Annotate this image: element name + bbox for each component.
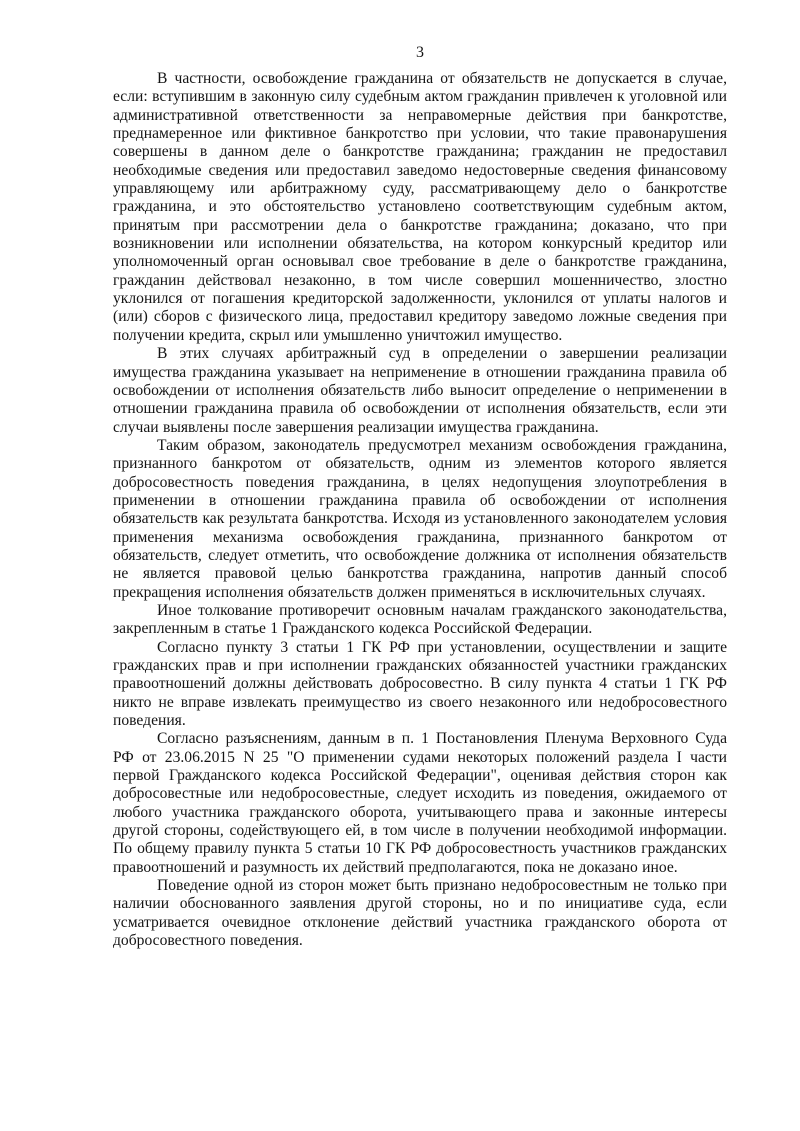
paragraph: Иное толкование противоречит основным началам гражданского законодательства, закрепленным в статье 1 Гражданского кодекса Российской Федерации. (113, 601, 727, 638)
paragraph: В этих случаях арбитражный суд в определении о завершении реализации имущества гражданина указывает на неприменение в отношении гражданина правила об освобождении от исполнения обязательств либо выносит определение о неприменении в отношении гражданина правила об освобождении от исполнения обязательств, если эти случаи выявлены после завершения реализации имущества гражданина. (113, 345, 727, 436)
paragraph: Согласно разъяснениям, данным в п. 1 Постановления Пленума Верховного Суда РФ от 23.06.2015 N 25 "О применении судами некоторых положений раздела I части первой Гражданского кодекса Российской Федерации", оценивая действия сторон как добросовестные или недобросовестные, следует исходить из поведения, ожидаемого от любого участника гражданского оборота, учитывающего права и законные интересы другой стороны, содействующего ей, в том числе в получении необходимой информации. По общему правилу пункта 5 статьи 10 ГК РФ добросовестность участников гражданских правоотношений и разумность их действий предполагаются, пока не доказано иное. (113, 730, 727, 876)
paragraph: Поведение одной из сторон может быть признано недобросовестным не только при наличии обоснованного заявления другой стороны, но и по инициативе суда, если усматривается очевидное отклонение действий участника гражданского оборота от добросовестного поведения. (113, 877, 727, 950)
paragraph: Таким образом, законодатель предусмотрел механизм освобождения гражданина, признанного банкротом от обязательств, одним из элементов которого является добросовестность поведения гражданина, в целях недопущения злоупотребления в применении в отношении гражданина правила об освобождении от исполнения обязательств как результата банкротства. Исходя из установленного законодателем условия применения механизма освобождения гражданина, признанного банкротом от обязательств, следует отметить, что освобождение должника от исполнения обязательств не является правовой целью банкротства гражданина, напротив данный способ прекращения исполнения обязательств должен применяться в исключительных случаях. (113, 436, 727, 601)
document-body (113, 70, 727, 951)
page-number: 3 (416, 44, 424, 61)
paragraph: Согласно пункту 3 статьи 1 ГК РФ при установлении, осуществлении и защите гражданских прав и при исполнении гражданских обязанностей участники гражданских правоотношений должны действовать добросовестно. В силу пункта 4 статьи 1 ГК РФ никто не вправе извлекать преимущество из своего незаконного или недобросовестного поведения. (113, 638, 727, 730)
paragraph: В частности, освобождение гражданина от обязательств не допускается в случае, если: вступившим в законную силу судебным актом гражданин привлечен к уголовной или административной ответственности за неправомерные действия при банкротстве, преднамеренное или фиктивное банкротство при условии, что такие правонарушения совершены в данном деле о банкротстве гражданина; гражданин не предоставил необходимые сведения или предоставил заведомо недостоверные сведения финансовому управляющему или арбитражному суду, рассматривающему дело о банкротстве гражданина, и это обстоятельство установлено соответствующим судебным актом, принятым при рассмотрении дела о банкротстве гражданина; доказано, что при возникновении или исполнении обязательства, на котором конкурсный кредитор или уполномоченный орган основывал свое требование в деле о банкротстве гражданина, гражданин действовал незаконно, в том числе совершил мошенничество, злостно уклонился от погашения кредиторской задолженности, уклонился от уплаты налогов и (или) сборов с физического лица, предоставил кредитору заведомо ложные сведения при получении кредита, скрыл или умышленно уничтожил имущество. (113, 70, 727, 344)
